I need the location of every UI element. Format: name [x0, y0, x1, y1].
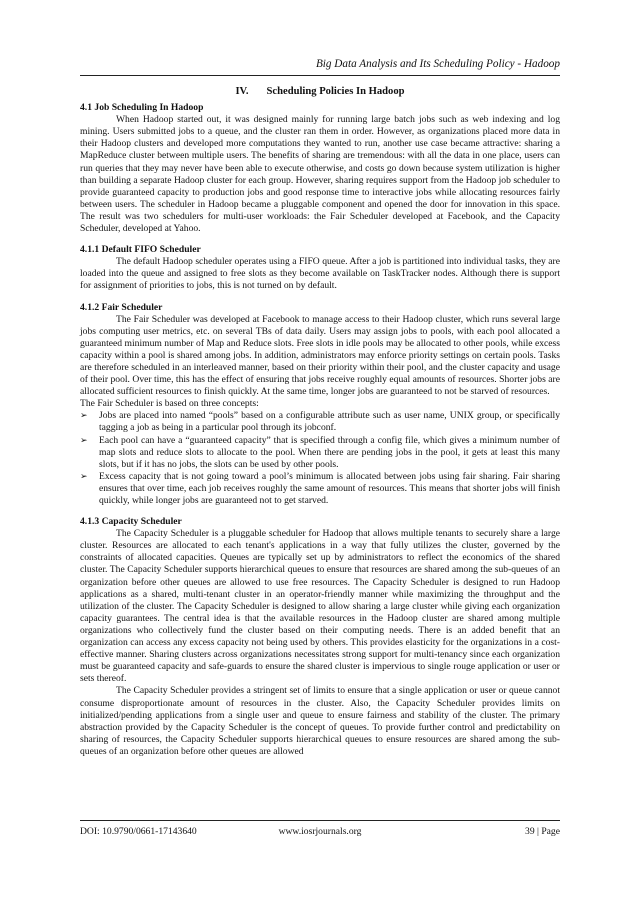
footer-doi: DOI: 10.9790/0661-17143640 [80, 826, 197, 837]
arrow-bullet-icon: ➢ [80, 435, 88, 446]
section-heading [80, 86, 560, 98]
list-item: ➢ Each pool can have a “guaranteed capacity” that is specified through a config file, which gives a minimum number of map slots and reduce slots to allocate to the pool. When there are pending jobs in the pool, it gets at least this many slots, but if it has no jobs, the slots can be used by other pools. [80, 434, 560, 470]
main-content [80, 86, 560, 758]
arrow-bullet-icon: ➢ [80, 471, 88, 482]
page-footer [80, 826, 560, 837]
subsection-heading-4-1-1: 4.1.1 Default FIFO Scheduler [80, 244, 201, 256]
fair-scheduler-concepts-list [80, 410, 560, 507]
section-number: IV. [235, 86, 249, 97]
section-title: Scheduling Policies In Hadoop [266, 86, 405, 97]
paragraph-fair-scheduler: The Fair Scheduler was developed at Facebook to manage access to their Hadoop cluster, which runs several large jobs computing user metrics, etc. on several TBs of data daily. Users may assign jobs to pools, with each pool allocated a guaranteed minimum number of Map and Reduce slots. Free slots in idle pools may be allocated to other pools, while excess capacity within a pool is shared among jobs. In addition, administrators may enforce priority settings on certain pools. Tasks are therefore scheduled in an interleaved manner, based on their priority within their pool, and the cluster capacity and usage of their pool. Over time, this has the effect of ensuring that jobs receive roughly equal amounts of resources. Shorter jobs are allocated sufficient resources to finish quickly. At the same time, longer jobs are guaranteed to not be starved of resources. [80, 313, 560, 398]
fair-scheduler-intro: The Fair Scheduler is based on three concepts: [80, 398, 259, 410]
header-divider [80, 75, 560, 76]
footer-page-number: 39 | Page [525, 826, 560, 837]
footer-website: www.iosrjournals.org [278, 826, 362, 837]
subsection-heading-4-1-3: 4.1.3 Capacity Scheduler [80, 516, 182, 528]
paragraph-capacity-scheduler-1: The Capacity Scheduler is a pluggable scheduler for Hadoop that allows multiple tenants to securely share a large cluster. Resources are allocated to each tenant's applications in a way that fully utilizes the cluster, governed by the constraints of allocated capacities. Queues are typically set up by administrators to reflect the economics of the shared cluster. The Capacity Scheduler supports hierarchical queues to ensure that resources are shared among the sub-queues of an organization before other queues are allowed to use free resources. The Capacity Scheduler is designed to run Hadoop applications as a shared, multi-tenant cluster in an operator-friendly manner while maximizing the throughput and the utilization of the cluster. The Capacity Scheduler is designed to allow sharing a large cluster while giving each organization capacity guarantees. The central idea is that the available resources in the Hadoop cluster are shared among multiple organizations who collectively fund the cluster based on their computing needs. There is an added benefit that an organization can access any excess capacity not being used by others. This provides elasticity for the organizations in a cost-effective manner. Sharing clusters across organizations necessitates strong support for multi-tenancy since each organization must be guaranteed capacity and safe-guards to ensure the shared cluster is impervious to single rouge application or user or sets thereof. [80, 528, 560, 685]
list-item: ➢ Jobs are placed into named “pools” based on a configurable attribute such as user name, UNIX group, or specifically tagging a job as being in a particular pool through its jobconf. [80, 410, 560, 434]
list-item: ➢ Excess capacity that is not going toward a pool’s minimum is allocated between jobs using fair sharing. Fair sharing ensures that over time, each job receives roughly the same amount of resources. This means that shorter jobs will finish quickly, while longer jobs are guaranteed not to get starved. [80, 470, 560, 506]
footer-divider [80, 820, 560, 821]
paragraph-fifo-scheduler: The default Hadoop scheduler operates using a FIFO queue. After a job is partitioned into individual tasks, they are loaded into the queue and assigned to free slots as they become available on TaskTracker nodes. Although there is support for assignment of priorities to jobs, this is not turned on by default. [80, 256, 560, 292]
running-header: Big Data Analysis and Its Scheduling Policy - Hadoop [315, 58, 560, 70]
paragraph-capacity-scheduler-2: The Capacity Scheduler provides a stringent set of limits to ensure that a single application or user or queue cannot consume disproportionate amount of resources in the cluster. Also, the Capacity Scheduler provides limits on initialized/pending applications from a single user and queue to ensure fairness and stability of the cluster. The primary abstraction provided by the Capacity Scheduler is the concept of queues. To provide further control and predictability on sharing of resources, the Capacity Scheduler supports hierarchical queues to ensure resources are shared among the sub-queues of an organization before other queues are allowed [80, 685, 560, 757]
subsection-heading-4-1: 4.1 Job Scheduling In Hadoop [80, 102, 204, 114]
arrow-bullet-icon: ➢ [80, 411, 88, 422]
subsection-heading-4-1-2: 4.1.2 Fair Scheduler [80, 301, 163, 313]
paragraph-job-scheduling: When Hadoop started out, it was designed mainly for running large batch jobs such as web indexing and log mining. Users submitted jobs to a queue, and the cluster ran them in order. However, as organizations placed more data in their Hadoop clusters and developed more computations they wanted to run, another use case became attractive: sharing a MapReduce cluster between multiple users. The benefits of sharing are tremendous: with all the data in one place, users can run queries that they may never have been able to execute otherwise, and costs go down because system utilization is higher than building a separate Hadoop cluster for each group. However, sharing requires support from the Hadoop job scheduler to provide guaranteed capacity to production jobs and good response time to interactive jobs while allocating resources fairly between users. The scheduler in Hadoop became a pluggable component and opened the door for innovation in this space. The result was two schedulers for multi-user workloads: the Fair Scheduler developed at Facebook, and the Capacity Scheduler, developed at Yahoo. [80, 114, 560, 235]
